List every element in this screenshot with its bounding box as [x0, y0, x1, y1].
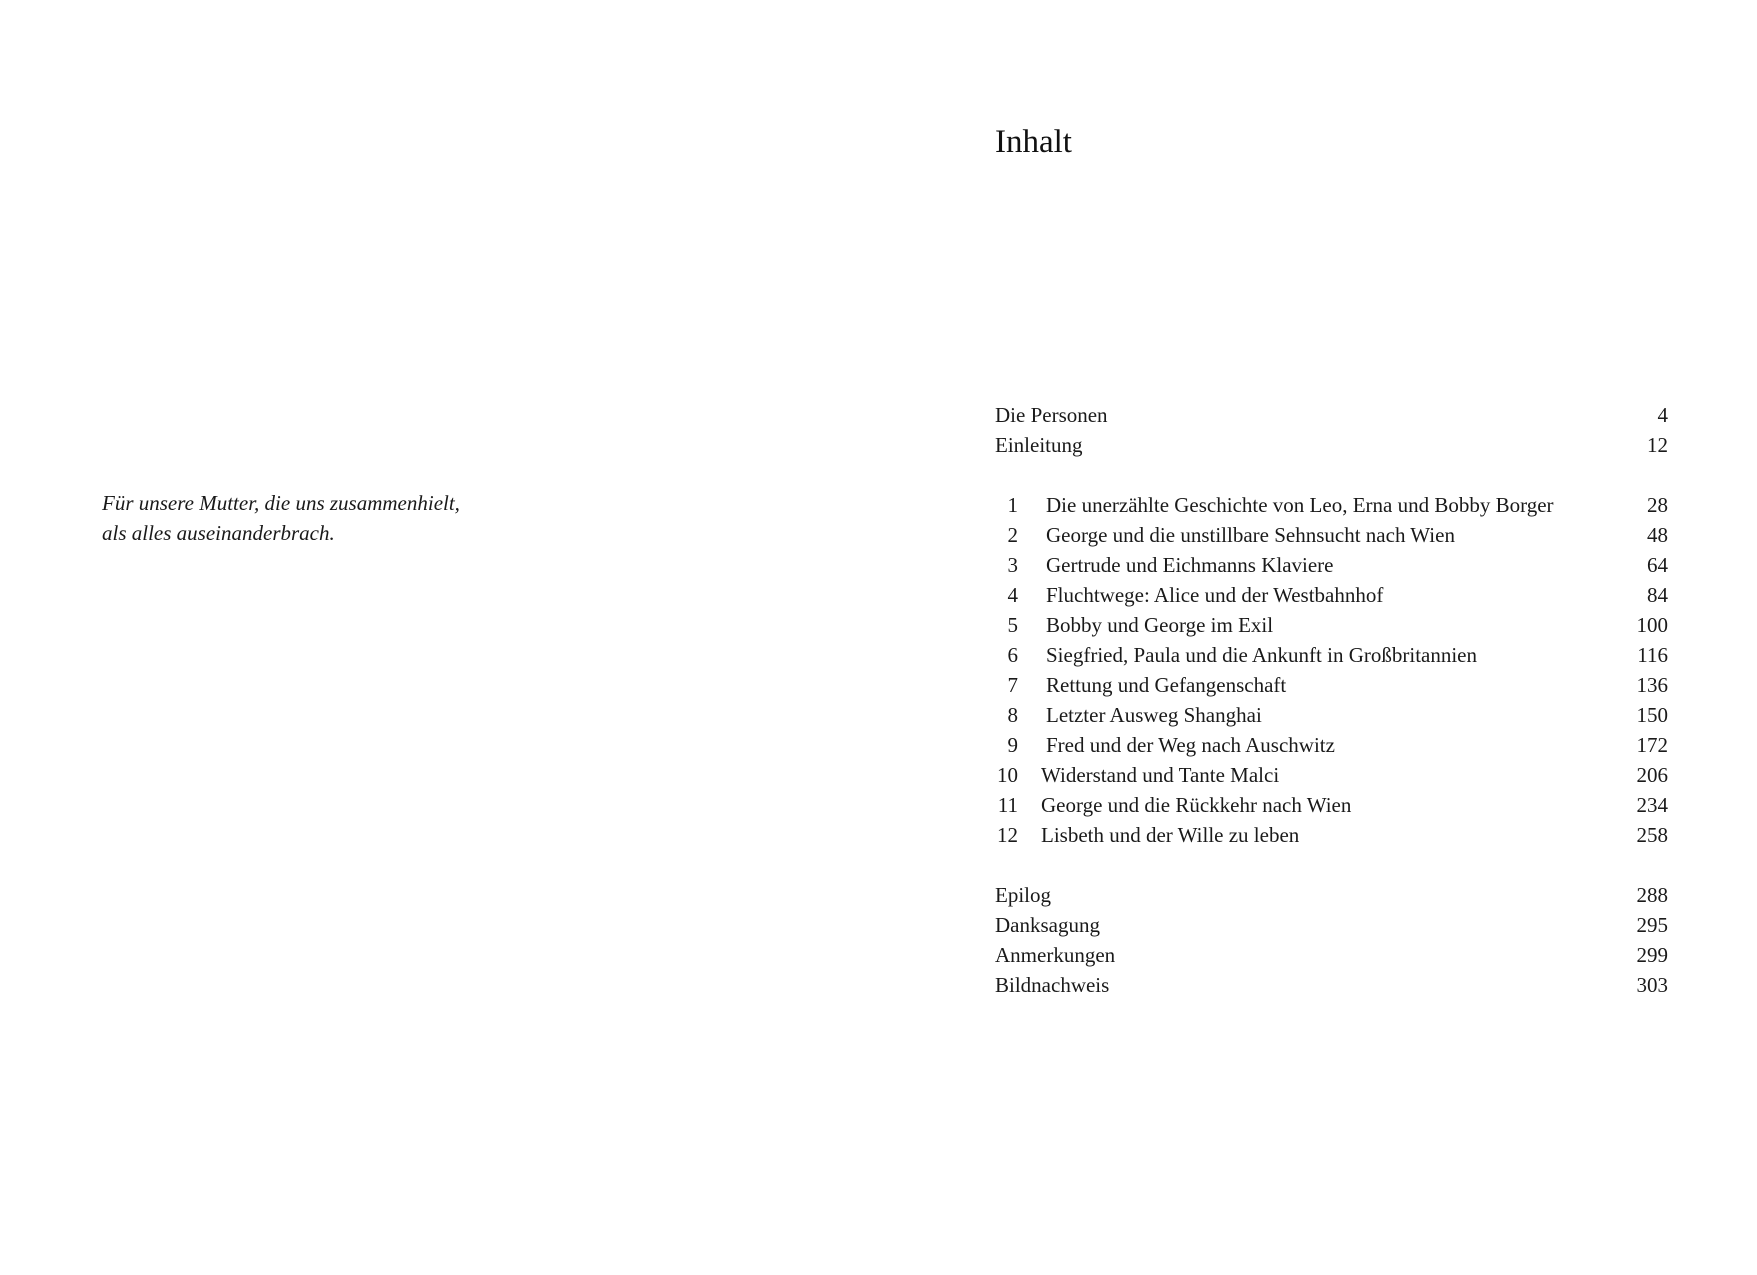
- toc-entry-page: 295: [1636, 913, 1668, 937]
- toc-entry-title: Epilog: [995, 883, 1051, 907]
- toc-chapter-entry: [995, 490, 1668, 520]
- toc-chapter-page: 234: [1636, 793, 1668, 817]
- toc-chapter-page: 206: [1636, 763, 1668, 787]
- toc-entry: [995, 940, 1668, 970]
- dedication: [102, 488, 460, 548]
- toc-entry: [995, 970, 1668, 1000]
- toc-chapter-entry: [995, 730, 1668, 760]
- toc-entry-page: 12: [1647, 433, 1668, 457]
- toc-chapter-title: Widerstand und Tante Malci: [1041, 763, 1280, 787]
- toc-chapter-page: 258: [1636, 823, 1668, 847]
- toc-chapter-title: Bobby und George im Exil: [1046, 613, 1274, 637]
- toc-chapter-entry: [995, 520, 1668, 550]
- toc-entry-title: Einleitung: [995, 433, 1083, 457]
- toc-entry-page: 4: [1657, 403, 1668, 427]
- toc-chapter-title: Rettung und Gefangenschaft: [1046, 673, 1287, 697]
- toc-chapter-number: 4: [1007, 583, 1018, 607]
- toc-entry-title: Bildnachweis: [995, 973, 1110, 997]
- toc-chapter-title: Letzter Ausweg Shanghai: [1046, 703, 1262, 727]
- toc-chapter-title: Fred und der Weg nach Auschwitz: [1046, 733, 1335, 757]
- toc-chapters: [995, 490, 1668, 850]
- toc-chapter-title: Siegfried, Paula und die Ankunft in Großbritannien: [1046, 643, 1478, 667]
- toc-chapter-number: 12: [997, 823, 1018, 847]
- toc-chapter-number: 6: [1007, 643, 1018, 667]
- table-of-contents: [995, 400, 1668, 1000]
- toc-chapter-number: 8: [1007, 703, 1018, 727]
- toc-chapter-number: 5: [1007, 613, 1018, 637]
- toc-chapter-page: 150: [1636, 703, 1668, 727]
- toc-chapter-entry: [995, 790, 1668, 820]
- toc-entry-title: Die Personen: [995, 403, 1108, 427]
- toc-chapter-page: 28: [1647, 493, 1668, 517]
- toc-chapter-title: Lisbeth und der Wille zu leben: [1041, 823, 1300, 847]
- toc-entry: [995, 430, 1668, 460]
- toc-chapter-page: 116: [1637, 643, 1668, 667]
- toc-chapter-page: 84: [1647, 583, 1668, 607]
- toc-chapter-entry: [995, 580, 1668, 610]
- toc-chapter-entry: [995, 550, 1668, 580]
- toc-entry-title: Danksagung: [995, 913, 1100, 937]
- toc-entry: [995, 400, 1668, 430]
- toc-chapter-page: 64: [1647, 553, 1668, 577]
- toc-back-matter: [995, 880, 1668, 1000]
- toc-chapter-entry: [995, 700, 1668, 730]
- toc-title: Inhalt: [995, 124, 1072, 160]
- toc-chapter-entry: [995, 610, 1668, 640]
- toc-chapter-title: Fluchtwege: Alice und der Westbahnhof: [1046, 583, 1384, 607]
- toc-entry-page: 288: [1636, 883, 1668, 907]
- toc-entry-page: 303: [1636, 973, 1668, 997]
- toc-chapter-number: 3: [1007, 553, 1018, 577]
- toc-chapter-entry: [995, 760, 1668, 790]
- toc-chapter-number: 1: [1007, 493, 1018, 517]
- dedication-line: als alles auseinanderbrach.: [102, 521, 335, 545]
- toc-chapter-page: 136: [1636, 673, 1668, 697]
- toc-chapter-title: George und die unstillbare Sehnsucht nach Wien: [1046, 523, 1455, 547]
- dedication-line: Für unsere Mutter, die uns zusammenhielt,: [102, 491, 460, 515]
- toc-chapter-number: 10: [997, 763, 1018, 787]
- toc-chapter-entry: [995, 820, 1668, 850]
- toc-chapter-page: 100: [1636, 613, 1668, 637]
- toc-entry-page: 299: [1636, 943, 1668, 967]
- right-page: [878, 0, 1757, 1275]
- toc-front-matter: [995, 400, 1668, 460]
- toc-chapter-number: 9: [1007, 733, 1018, 757]
- toc-chapter-number: 2: [1007, 523, 1018, 547]
- toc-chapter-number: 11: [997, 793, 1018, 817]
- toc-chapter-title: Gertrude und Eichmanns Klaviere: [1046, 553, 1334, 577]
- toc-chapter-title: George und die Rückkehr nach Wien: [1041, 793, 1352, 817]
- toc-chapter-title: Die unerzählte Geschichte von Leo, Erna und Bobby Borger: [1046, 493, 1554, 517]
- toc-entry: [995, 910, 1668, 940]
- left-page: [0, 0, 878, 1275]
- toc-chapter-page: 48: [1647, 523, 1668, 547]
- toc-chapter-page: 172: [1636, 733, 1668, 757]
- toc-chapter-entry: [995, 640, 1668, 670]
- toc-chapter-entry: [995, 670, 1668, 700]
- toc-entry: [995, 880, 1668, 910]
- toc-chapter-number: 7: [1007, 673, 1018, 697]
- toc-entry-title: Anmerkungen: [995, 943, 1116, 967]
